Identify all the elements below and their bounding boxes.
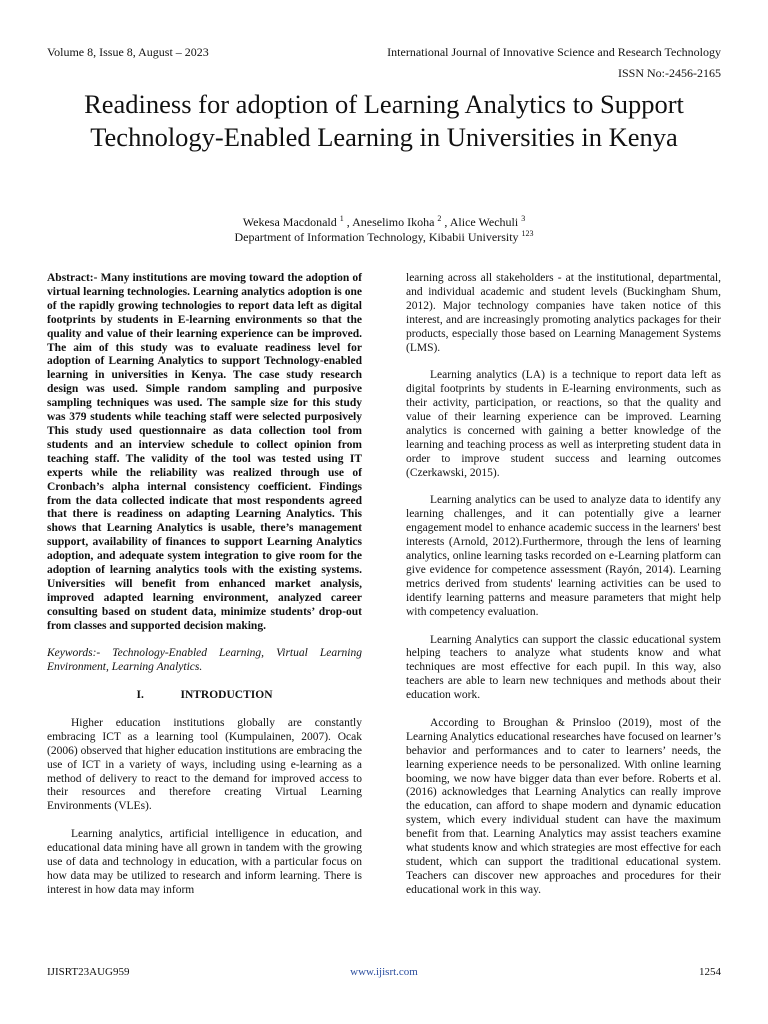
body-paragraph: Learning analytics (LA) is a technique to report data left as digital footprints by students in E-learning environments, such as their activity, participation, or reactions, so that the quality and value of their learning experience can be improved. Learning analytics is concerned with gaining a better knowledge of the learning and teaching process as well as interpreting student data in order to improve student success and learning outcomes (Czerkawski, 2015).: [406, 369, 721, 479]
author-separator: ,: [444, 215, 450, 229]
section-heading: [47, 689, 362, 703]
author-name: Aneselimo Ikoha: [352, 215, 435, 229]
abstract: Abstract:- Many institutions are moving toward the adoption of virtual learning technologies. Learning analytics adoption is one of the rapidly growing technologies to report data left as digital footprints by students in E-learning environments so that the quality and value of their learning experience can be improved. The aim of this study was to evaluate readiness level for adoption of Learning Analytics to support Technology-enabled learning in universities in Kenya. The case study research design was used. Simple random sampling and purposive sampling techniques was used. The sample size for this study was 379 students while teaching staff were selected purposively This study used questionnaire as data collection tool from students and an interview schedule to collect opinion from teaching staff. The validity of the tool was tested using IT experts while the reliability was realized through use of Cronbach’s alpha internal consistency coefficient. Findings from the data collected indicate that most respondents agreed that there is readiness on adapting Learning Analytics. This shows that Learning Analytics is usable, there’s management support, availability of finances to support Learning Analytics adoption, and adequate system integration to give room for the adoption of learning analytics tools with the existing systems. Universities will benefit from enhanced market analysis, improved adapted learning environment, analyzed career consulting based on student data, minimize students’ drop-out from classes and supported decision making.: [47, 272, 362, 632]
body-paragraph: Learning Analytics can support the classic educational system helping teachers to analyze what students know and what techniques are most effective for each pupil. In this way, also teachers are able to learn new techniques and methods about their education work.: [406, 633, 721, 702]
paper-title: Readiness for adoption of Learning Analytics to Support Technology-Enabled Learning in Universities in Kenya: [84, 89, 684, 152]
header-volume: Volume 8, Issue 8, August – 2023: [47, 45, 209, 59]
author-list: [0, 215, 768, 230]
section-number: I.: [136, 689, 144, 702]
body-paragraph: Learning analytics, artificial intelligence in education, and educational data mining have all grown in tandem with the growing use of data and technology in education, with a particular focus on how data may be utilized to research and inform learning. There is interest in how data may inform: [47, 828, 362, 896]
author-affiliation-mark: 2: [437, 214, 442, 223]
affiliation: [0, 230, 768, 245]
left-column: [47, 272, 362, 912]
author-affiliation-mark: 3: [521, 214, 526, 223]
affiliation-mark: 123: [521, 229, 534, 238]
right-column: [406, 272, 721, 912]
header-issn: ISSN No:-2456-2165: [617, 66, 721, 80]
header-journal: International Journal of Innovative Science and Research Technology: [387, 45, 721, 59]
body-paragraph: Learning analytics can be used to analyze data to identify any learning challenges, and it can potentially give a learner engagement model to enhance academic success in the learners' best interests (Arnold, 2012).Furthermore, through the lens of learning analytics, online learning tasks recorded on e-Learning platform can give evidence for competence assessment (Rayón, 2014). Learning metrics derived from students' learning activities can be used to identify learning patterns and measure parameters that might help with competency evaluation.: [406, 494, 721, 618]
author-affiliation-mark: 1: [339, 214, 344, 223]
footer-website-link[interactable]: www.ijisrt.com: [350, 966, 418, 978]
author-name: Alice Wechuli: [449, 215, 519, 229]
body-paragraph-continued: learning across all stakeholders - at the institutional, departmental, and individual academic and student levels (Buckingham Shum, 2012). Major technology companies have taken notice of this interest, and are increasingly promoting analytics packages for their products, especially those based on Learning Management Systems (LMS).: [406, 272, 721, 354]
affiliation-text: Department of Information Technology, Kibabii University: [234, 230, 519, 244]
footer-page-number: 1254: [699, 966, 721, 978]
footer-paper-id: IJISRT23AUG959: [47, 966, 130, 978]
body-paragraph: Higher education institutions globally are constantly embracing ICT as a learning tool (Kumpulainen, 2007). Ocak (2006) observed that higher education institutions are embracing the use of ICT in a variety of ways, including using e-learning as a method of delivery to react to the demand for improved access to their resources and therefore creating Virtual Learning Environments (VLEs).: [47, 716, 362, 813]
section-title: INTRODUCTION: [180, 689, 273, 702]
author-name: Wekesa Macdonald: [242, 215, 337, 229]
author-separator: ,: [346, 215, 353, 229]
keywords: Keywords:- Technology-Enabled Learning, Virtual Learning Environment, Learning Analytics.: [47, 647, 362, 674]
body-paragraph: According to Broughan & Prinsloo (2019), most of the Learning Analytics educational researches have focused on learner’s behavior and performances and to cater to learners’ needs, the learning experience needs to be personalized. With online learning booming, we now have bigger data than ever before. Roberts et al. (2016) acknowledges that Learning Analytics can really improve the education, can afford to shape modern and dynamic education system, which every individual student can have the maximum benefit from that. Learning Analytics may assist teachers examine what students know and which strategies are most effective for each student, which can support the traditional educational system. Teachers can discover new approaches and procedures for their educational work in this way.: [406, 716, 721, 896]
